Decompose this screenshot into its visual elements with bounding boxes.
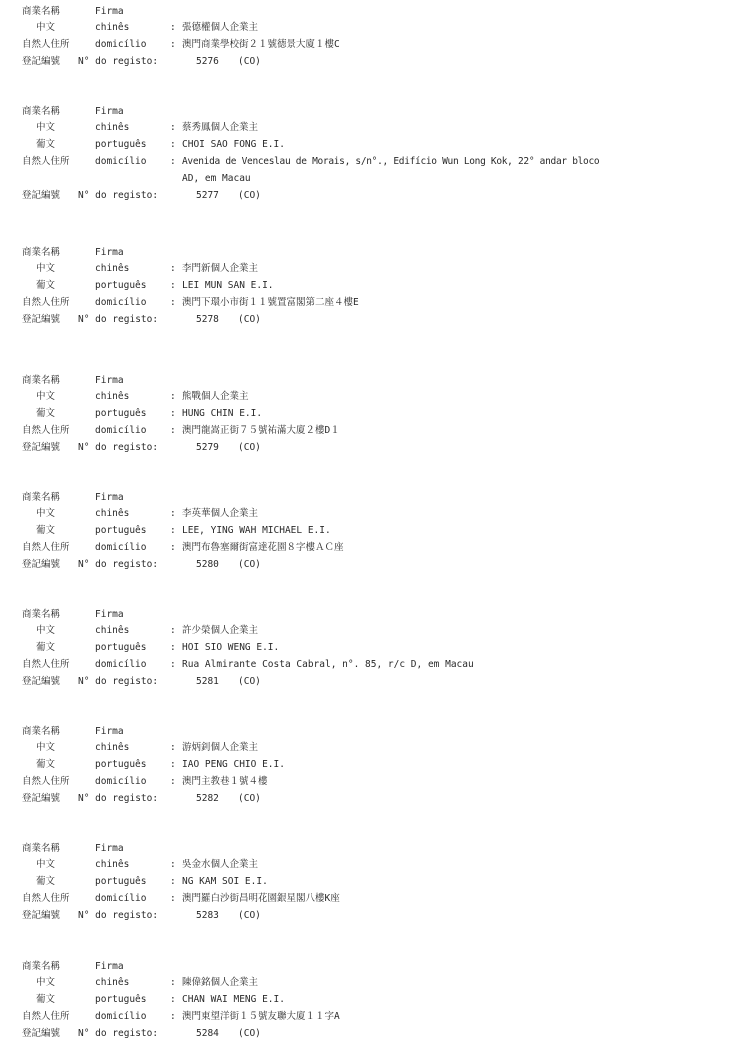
domicile-label-zh: 自然人住所	[22, 659, 70, 670]
chinese-name: 游炳釗個人企業主	[182, 742, 259, 753]
portuguese-label-pt: português	[95, 994, 147, 1005]
portuguese-name: IAO PENG CHIO E.I.	[182, 759, 285, 770]
registry-suffix: (CO)	[238, 56, 261, 67]
colon: :	[170, 759, 176, 770]
chinese-label-zh: 中文	[36, 625, 56, 636]
chinese-name: 蔡秀鳳個人企業主	[182, 122, 259, 133]
colon: :	[170, 542, 176, 553]
portuguese-label-zh: 葡文	[36, 280, 56, 291]
firm-label-pt: Firma	[95, 961, 124, 972]
colon: :	[170, 391, 176, 402]
domicile-value: Rua Almirante Costa Cabral, n°. 85, r/c D, em Macau	[182, 659, 474, 670]
colon: :	[170, 122, 176, 133]
colon: :	[170, 994, 176, 1005]
portuguese-name: HUNG CHIN E.I.	[182, 408, 263, 419]
portuguese-label-zh: 葡文	[36, 139, 56, 150]
portuguese-label-pt: português	[95, 139, 147, 150]
chinese-name: 熊戰個人企業主	[182, 391, 249, 402]
portuguese-label-pt: português	[95, 280, 147, 291]
firm-label-pt: Firma	[95, 6, 124, 17]
registry-number: 5281	[196, 676, 219, 687]
firm-label-zh: 商業名稱	[22, 843, 61, 854]
domicile-value: 澳門東望洋街１５號友聯大廈１１字A	[182, 1011, 340, 1022]
domicile-label-pt: domicílio	[95, 893, 147, 904]
firm-label-pt: Firma	[95, 726, 124, 737]
firm-label-pt: Firma	[95, 247, 124, 258]
firm-label-zh: 商業名稱	[22, 492, 61, 503]
chinese-label-pt: chinês	[95, 508, 130, 519]
chinese-label-pt: chinês	[95, 742, 130, 753]
colon: :	[170, 139, 176, 150]
domicile-label-pt: domicílio	[95, 39, 147, 50]
chinese-label-zh: 中文	[36, 977, 56, 988]
registry-label-zh: 登記編號	[22, 676, 61, 687]
colon: :	[170, 280, 176, 291]
chinese-label-zh: 中文	[36, 22, 56, 33]
firm-label-pt: Firma	[95, 375, 124, 386]
domicile-label-zh: 自然人住所	[22, 156, 70, 167]
chinese-label-zh: 中文	[36, 263, 56, 274]
portuguese-label-pt: português	[95, 642, 147, 653]
portuguese-name: HOI SIO WENG E.I.	[182, 642, 280, 653]
firm-label-zh: 商業名稱	[22, 106, 61, 117]
chinese-name: 張德權個人企業主	[182, 22, 259, 33]
colon: :	[170, 1011, 176, 1022]
portuguese-label-zh: 葡文	[36, 994, 56, 1005]
portuguese-label-pt: português	[95, 408, 147, 419]
portuguese-name: LEE, YING WAH MICHAEL E.I.	[182, 525, 331, 536]
registry-suffix: (CO)	[238, 676, 261, 687]
registry-number: 5276	[196, 56, 219, 67]
registry-label-pt: N° do registo:	[78, 442, 159, 453]
portuguese-label-zh: 葡文	[36, 876, 56, 887]
registry-label-pt: N° do registo:	[78, 314, 159, 325]
chinese-label-zh: 中文	[36, 742, 56, 753]
domicile-label-pt: domicílio	[95, 542, 147, 553]
domicile-label-pt: domicílio	[95, 425, 147, 436]
colon: :	[170, 859, 176, 870]
registry-label-zh: 登記編號	[22, 442, 61, 453]
registry-suffix: (CO)	[238, 190, 261, 201]
domicile-label-zh: 自然人住所	[22, 1011, 70, 1022]
registry-label-zh: 登記編號	[22, 56, 61, 67]
domicile-value-continued: AD, em Macau	[182, 173, 251, 184]
chinese-name: 許少榮個人企業主	[182, 625, 259, 636]
registry-label-pt: N° do registo:	[78, 1028, 159, 1039]
registry-suffix: (CO)	[238, 910, 261, 921]
firm-label-pt: Firma	[95, 492, 124, 503]
domicile-label-pt: domicílio	[95, 1011, 147, 1022]
domicile-label-pt: domicílio	[95, 776, 147, 787]
firm-label-zh: 商業名稱	[22, 247, 61, 258]
colon: :	[170, 22, 176, 33]
domicile-label-zh: 自然人住所	[22, 776, 70, 787]
domicile-label-zh: 自然人住所	[22, 542, 70, 553]
chinese-name: 吳金水個人企業主	[182, 859, 259, 870]
portuguese-label-pt: português	[95, 759, 147, 770]
registry-number: 5277	[196, 190, 219, 201]
chinese-label-pt: chinês	[95, 859, 130, 870]
colon: :	[170, 425, 176, 436]
colon: :	[170, 39, 176, 50]
colon: :	[170, 776, 176, 787]
colon: :	[170, 642, 176, 653]
firm-label-zh: 商業名稱	[22, 726, 61, 737]
domicile-value: 澳門布魯塞爾街富達花園８字樓ＡＣ座	[182, 542, 344, 553]
registry-label-zh: 登記編號	[22, 314, 61, 325]
registry-label-pt: N° do registo:	[78, 793, 159, 804]
colon: :	[170, 977, 176, 988]
colon: :	[170, 525, 176, 536]
firm-label-zh: 商業名稱	[22, 375, 61, 386]
firm-label-pt: Firma	[95, 609, 124, 620]
colon: :	[170, 893, 176, 904]
registry-number: 5279	[196, 442, 219, 453]
registry-label-pt: N° do registo:	[78, 190, 159, 201]
registry-label-pt: N° do registo:	[78, 676, 159, 687]
domicile-label-zh: 自然人住所	[22, 39, 70, 50]
portuguese-name: CHOI SAO FONG E.I.	[182, 139, 285, 150]
registry-label-zh: 登記編號	[22, 793, 61, 804]
registry-suffix: (CO)	[238, 559, 261, 570]
domicile-value: Avenida de Venceslau de Morais, s/n°., Edifício Wun Long Kok, 22° andar bloco	[182, 156, 600, 167]
chinese-label-zh: 中文	[36, 122, 56, 133]
registry-label-zh: 登記編號	[22, 559, 61, 570]
chinese-label-pt: chinês	[95, 977, 130, 988]
registry-number: 5284	[196, 1028, 219, 1039]
colon: :	[170, 625, 176, 636]
portuguese-label-zh: 葡文	[36, 759, 56, 770]
colon: :	[170, 156, 176, 167]
portuguese-name: NG KAM SOI E.I.	[182, 876, 268, 887]
chinese-name: 陳偉銘個人企業主	[182, 977, 259, 988]
domicile-label-zh: 自然人住所	[22, 893, 70, 904]
chinese-name: 李英華個人企業主	[182, 508, 259, 519]
firm-label-zh: 商業名稱	[22, 609, 61, 620]
chinese-label-pt: chinês	[95, 263, 130, 274]
chinese-label-zh: 中文	[36, 391, 56, 402]
chinese-label-pt: chinês	[95, 122, 130, 133]
colon: :	[170, 876, 176, 887]
colon: :	[170, 297, 176, 308]
registry-label-pt: N° do registo:	[78, 56, 159, 67]
chinese-label-zh: 中文	[36, 859, 56, 870]
firm-label-zh: 商業名稱	[22, 6, 61, 17]
chinese-label-pt: chinês	[95, 625, 130, 636]
colon: :	[170, 508, 176, 519]
registry-suffix: (CO)	[238, 442, 261, 453]
registry-suffix: (CO)	[238, 793, 261, 804]
chinese-label-pt: chinês	[95, 22, 130, 33]
domicile-value: 澳門龍嵩正街７５號祐滿大廈２樓D１	[182, 425, 340, 436]
domicile-label-zh: 自然人住所	[22, 425, 70, 436]
registry-number: 5280	[196, 559, 219, 570]
domicile-label-pt: domicílio	[95, 156, 147, 167]
firm-label-pt: Firma	[95, 106, 124, 117]
portuguese-name: CHAN WAI MENG E.I.	[182, 994, 285, 1005]
registry-label-pt: N° do registo:	[78, 559, 159, 570]
portuguese-label-zh: 葡文	[36, 642, 56, 653]
registry-label-zh: 登記編號	[22, 1028, 61, 1039]
chinese-label-zh: 中文	[36, 508, 56, 519]
registry-label-zh: 登記編號	[22, 190, 61, 201]
portuguese-label-pt: português	[95, 876, 147, 887]
domicile-value: 澳門下環小市街１１號置富閣第二座４樓E	[182, 297, 359, 308]
portuguese-label-pt: português	[95, 525, 147, 536]
registry-number: 5278	[196, 314, 219, 325]
colon: :	[170, 659, 176, 670]
registry-label-zh: 登記編號	[22, 910, 61, 921]
portuguese-label-zh: 葡文	[36, 408, 56, 419]
domicile-label-zh: 自然人住所	[22, 297, 70, 308]
domicile-value: 澳門主教巷１號４樓	[182, 776, 268, 787]
colon: :	[170, 263, 176, 274]
domicile-value: 澳門商業學校街２１號德景大廈１樓C	[182, 39, 340, 50]
registry-number: 5282	[196, 793, 219, 804]
chinese-name: 李門新個人企業主	[182, 263, 259, 274]
firm-label-zh: 商業名稱	[22, 961, 61, 972]
domicile-label-pt: domicílio	[95, 659, 147, 670]
registry-suffix: (CO)	[238, 314, 261, 325]
colon: :	[170, 742, 176, 753]
colon: :	[170, 408, 176, 419]
firm-label-pt: Firma	[95, 843, 124, 854]
portuguese-name: LEI MUN SAN E.I.	[182, 280, 274, 291]
portuguese-label-zh: 葡文	[36, 525, 56, 536]
domicile-value: 澳門羅白沙街昌明花園銀星閣八樓K座	[182, 893, 340, 904]
registry-suffix: (CO)	[238, 1028, 261, 1039]
chinese-label-pt: chinês	[95, 391, 130, 402]
registry-number: 5283	[196, 910, 219, 921]
registry-label-pt: N° do registo:	[78, 910, 159, 921]
domicile-label-pt: domicílio	[95, 297, 147, 308]
